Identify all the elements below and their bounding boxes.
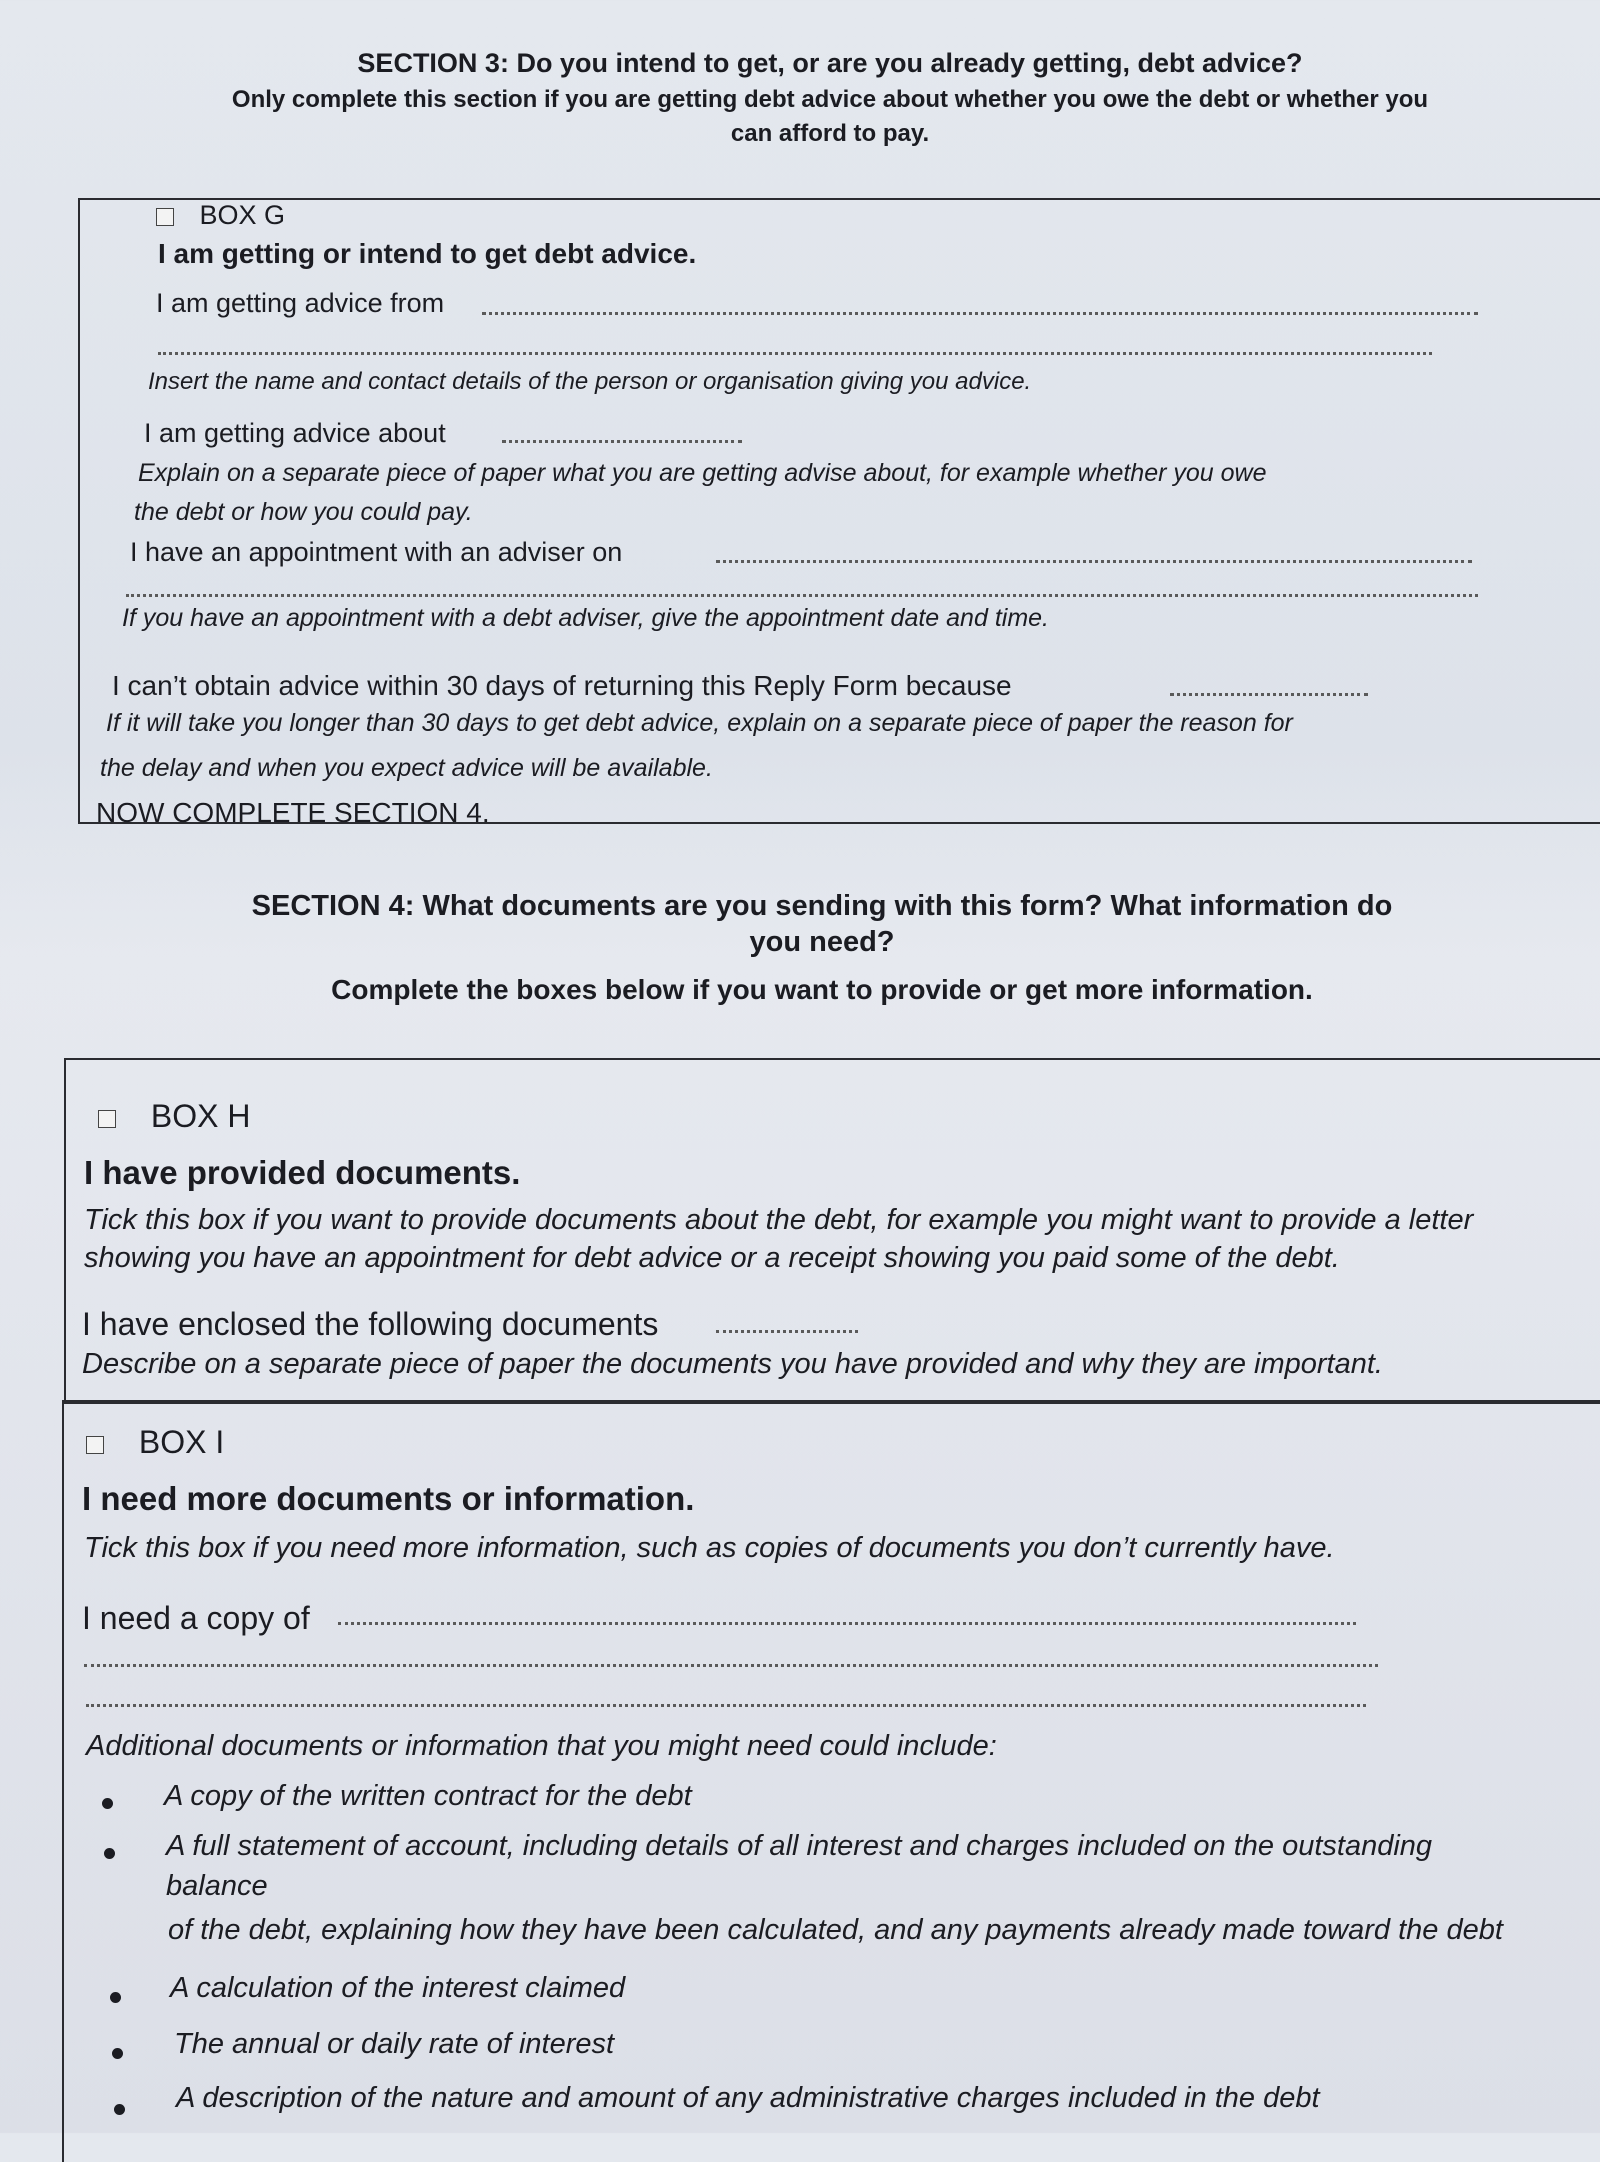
box-h-note-2: showing you have an appointment for debt advice or a receipt showing you paid some of the debt.: [84, 1242, 1340, 1274]
box-i-header: [86, 1424, 224, 1461]
bullet-3-text: A calculation of the interest claimed: [170, 1972, 626, 2004]
appointment-field[interactable]: [716, 560, 1472, 563]
appointment-note: If you have an appointment with a debt adviser, give the appointment date and time.: [122, 604, 1049, 632]
cant-obtain-label: I can’t obtain advice within 30 days of returning this Reply Form because: [112, 670, 1012, 701]
appointment-field-line2[interactable]: [126, 594, 1478, 597]
additional-intro: Additional documents or information that you might need could include:: [86, 1730, 997, 1762]
bullet-3-marker: [110, 1992, 121, 2003]
section-4-title-line2: you need?: [749, 926, 895, 958]
box-h-note-1: Tick this box if you want to provide documents about the debt, for example you might want to provide a letter: [84, 1204, 1474, 1236]
bullet-5-marker: [114, 2104, 125, 2115]
appointment-label: I have an appointment with an adviser on: [130, 537, 623, 567]
copy-of-field[interactable]: [338, 1622, 1356, 1625]
advice-from-field[interactable]: [482, 312, 1478, 315]
box-h-label: BOX H: [150, 1098, 251, 1134]
enclosed-label: I have enclosed the following documents: [82, 1306, 659, 1342]
advice-from-label: I am getting advice from: [156, 288, 445, 318]
box-i-heading: I need more documents or information.: [82, 1480, 695, 1517]
copy-of-field-line3[interactable]: [86, 1704, 1366, 1707]
box-h-describe: Describe on a separate piece of paper the documents you have provided and why they are important.: [82, 1348, 1383, 1380]
box-h-heading: I have provided documents.: [84, 1154, 521, 1191]
bullet-5-text: A description of the nature and amount of any administrative charges included in the debt: [176, 2082, 1320, 2114]
box-g-label: BOX G: [199, 200, 286, 230]
box-i-label: BOX I: [138, 1424, 225, 1460]
box-h-header: [98, 1098, 250, 1135]
bullet-1-text: A copy of the written contract for the debt: [164, 1780, 692, 1812]
enclosed-field[interactable]: [716, 1330, 858, 1333]
box-g-header: [156, 200, 285, 231]
cant-obtain-field[interactable]: [1170, 693, 1368, 696]
box-h-checkbox[interactable]: [98, 1110, 116, 1128]
copy-of-label: I need a copy of: [82, 1600, 310, 1636]
now-complete-section-4: NOW COMPLETE SECTION 4.: [96, 797, 490, 828]
advice-about-field[interactable]: [502, 440, 742, 443]
bullet-2-text: A full statement of account, including details of all interest and charges included on the outstanding: [166, 1830, 1433, 1862]
section-4-title-line1: SECTION 4: What documents are you sending with this form? What information do: [251, 890, 1393, 922]
bullet-1-marker: [102, 1798, 113, 1809]
bullet-2-marker: [104, 1848, 115, 1859]
bullet-2-cont-1: balance: [166, 1870, 268, 1902]
box-i-note: Tick this box if you need more information, such as copies of documents you don’t currently have.: [84, 1532, 1335, 1564]
section-3-subtitle-line1: Only complete this section if you are getting debt advice about whether you owe the debt or whether you: [231, 86, 1429, 113]
bullet-4-text: The annual or daily rate of interest: [174, 2028, 615, 2060]
cant-obtain-note-1: If it will take you longer than 30 days to get debt advice, explain on a separate piece of paper the reason for: [106, 709, 1293, 737]
advice-about-note-2: the debt or how you could pay.: [134, 498, 473, 526]
section-3-subtitle-line2: can afford to pay.: [730, 120, 930, 147]
section-3-title: SECTION 3: Do you intend to get, or are you already getting, debt advice?: [357, 48, 1303, 78]
cant-obtain-note-2: the delay and when you expect advice will be available.: [100, 754, 713, 782]
box-i-checkbox[interactable]: [86, 1436, 104, 1454]
box-g-heading: I am getting or intend to get debt advice.: [158, 238, 697, 269]
advice-about-note-1: Explain on a separate piece of paper what you are getting advise about, for example whether you owe: [138, 459, 1267, 487]
bullet-4-marker: [112, 2048, 123, 2059]
advice-from-note: Insert the name and contact details of the person or organisation giving you advice.: [148, 368, 1032, 395]
section-4-subtitle: Complete the boxes below if you want to provide or get more information.: [331, 974, 1313, 1005]
bullet-2-cont-2: of the debt, explaining how they have been calculated, and any payments already made toward the debt: [168, 1914, 1503, 1946]
copy-of-field-line2[interactable]: [84, 1664, 1378, 1667]
advice-about-label: I am getting advice about: [144, 418, 446, 448]
advice-from-field-line2[interactable]: [158, 352, 1432, 355]
box-g-checkbox[interactable]: [156, 208, 174, 226]
